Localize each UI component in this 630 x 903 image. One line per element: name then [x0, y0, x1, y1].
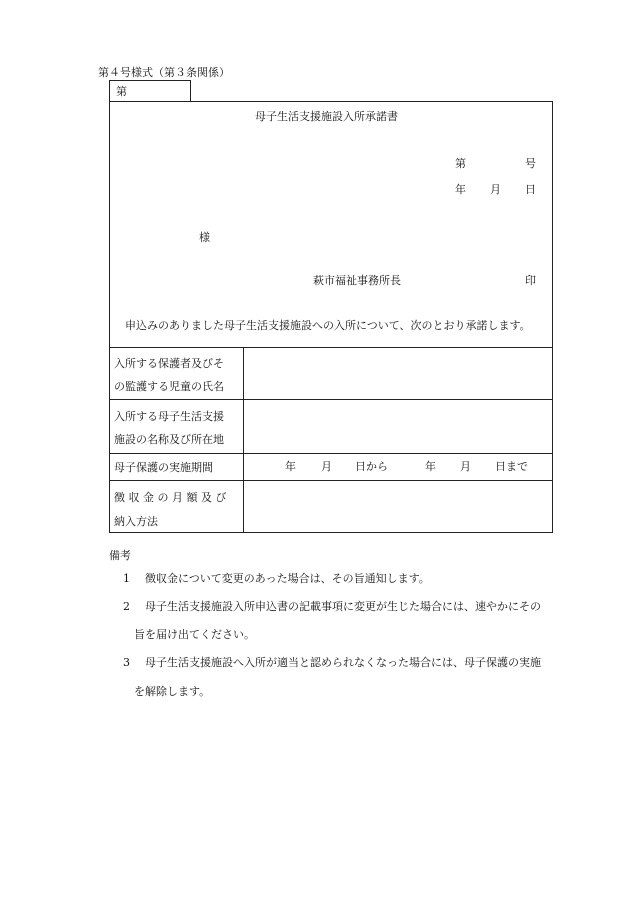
- remark-2-number: 2: [123, 600, 130, 613]
- doc-number-prefix: 第: [455, 157, 466, 170]
- date-month: 月: [490, 183, 501, 196]
- table-row-divider: [109, 480, 553, 481]
- issuer-name: 萩市福祉事務所長: [313, 274, 401, 287]
- remark-1-text: 徴収金について変更のあった場合は、その旨通知します。: [145, 572, 430, 585]
- remark-1-number: 1: [123, 572, 130, 585]
- remark-3-number: 3: [123, 656, 130, 669]
- remark-3-text-line2: を解除します。: [134, 685, 211, 698]
- period-from-year: 年: [285, 460, 296, 473]
- period-to-year: 年: [425, 460, 436, 473]
- table-column-divider: [243, 347, 244, 533]
- table-row-divider: [109, 453, 553, 454]
- remark-2-text-line2: 旨を届け出てください。: [134, 628, 255, 641]
- form-number: 第４号様式（第３条関係）: [98, 66, 230, 79]
- row3-label: 母子保護の実施期間: [114, 461, 213, 474]
- period-to-day: 日まで: [495, 460, 528, 473]
- row4-label-line1: 徴 収 金 の 月 額 及 び: [114, 491, 227, 504]
- remarks-heading: 備考: [109, 549, 131, 562]
- table-row-divider: [109, 399, 553, 400]
- dai-box-label: 第: [116, 85, 127, 98]
- row2-label-line1: 入所する母子生活支援: [114, 410, 224, 423]
- row2-label-line2: 施設の名称及び所在地: [114, 433, 224, 446]
- row1-label-line1: 入所する保護者及びそ: [114, 357, 224, 370]
- row1-label-line2: の監護する児童の氏名: [114, 380, 224, 393]
- remark-2-text-line1: 母子生活支援施設入所申込書の記載事項に変更が生じた場合には、速やかにその: [145, 600, 541, 613]
- seal-mark: 印: [525, 274, 536, 287]
- date-day: 日: [525, 183, 536, 196]
- period-from-month: 月: [321, 460, 332, 473]
- date-year: 年: [455, 183, 466, 196]
- document-title: 母子生活支援施設入所承諾書: [255, 110, 398, 123]
- approval-statement: 申込みのありました母子生活支援施設への入所について、次のとおり承諾します。: [125, 319, 531, 332]
- addressee-suffix: 様: [199, 231, 210, 244]
- period-to-month: 月: [460, 460, 471, 473]
- row4-label-line2: 納入方法: [114, 515, 158, 528]
- doc-number-suffix: 号: [525, 157, 536, 170]
- table-top-border: [109, 347, 553, 348]
- period-from-day: 日から: [355, 460, 388, 473]
- remark-3-text-line1: 母子生活支援施設へ入所が適当と認められなくなった場合には、母子保護の実施: [145, 656, 541, 669]
